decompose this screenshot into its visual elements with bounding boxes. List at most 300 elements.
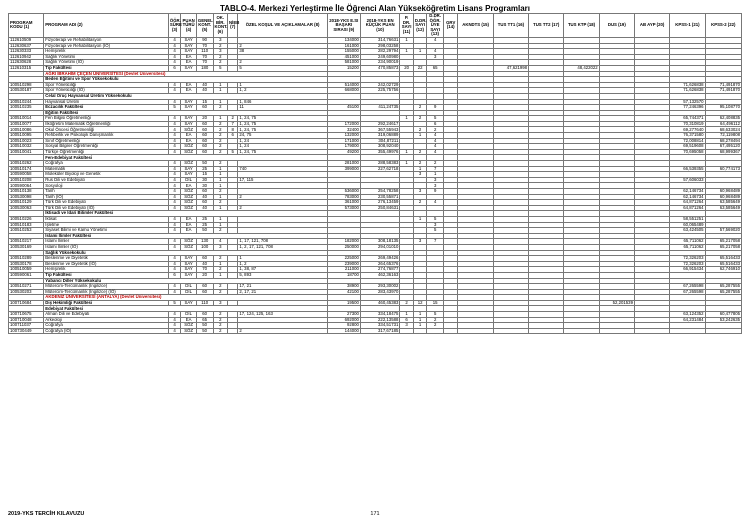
table-cell: 3 — [413, 172, 426, 178]
table-cell: 692000 — [327, 317, 360, 323]
table-cell: 2 — [213, 149, 228, 155]
table-cell: 308,92040 — [360, 144, 399, 150]
table-cell: 100710684 — [9, 300, 44, 306]
table-cell: 60,968489 — [705, 189, 741, 195]
table-cell: 2 — [213, 133, 228, 139]
table-cell: 249,60980 — [360, 54, 399, 60]
table-cell: 304,87211 — [360, 138, 399, 144]
faculty-name: Eğitim Fakültesi — [44, 110, 327, 116]
table-cell: 27300 — [327, 312, 360, 318]
faculty-name: Sağlık Yüksekokulu — [44, 250, 327, 256]
table-cell: 3 — [427, 222, 444, 228]
table-cell: 63,585649 — [705, 200, 741, 206]
table-cell: 50 — [196, 161, 213, 167]
table-cell: 355,49976 — [360, 149, 399, 155]
table-cell: 100510262 — [9, 161, 44, 167]
table-cell: 581000 — [327, 60, 360, 66]
table-cell: 2 — [213, 317, 228, 323]
table-cell: SAY — [181, 300, 197, 306]
table-cell — [458, 328, 493, 334]
table-cell: 100530063 — [9, 205, 44, 211]
table-cell: 62,746910 — [705, 267, 741, 273]
table-cell: 40 — [196, 205, 213, 211]
table-cell: 12 — [413, 300, 426, 306]
table-cell: 100510138 — [9, 189, 44, 195]
table-cell: 60,774173 — [705, 166, 741, 172]
table-cell: Rus Dili ve Edebiyatı — [44, 177, 169, 183]
table-cell: 71,491870 — [705, 88, 741, 94]
table-cell: 112610942 — [9, 54, 44, 60]
table-cell: 2 — [213, 256, 228, 262]
table-cell: 2 — [400, 300, 413, 306]
table-cell: 4 — [168, 138, 180, 144]
table-cell: Fen Bilgisi Öğretmenliği — [44, 116, 169, 122]
table-cell: 4 — [168, 244, 180, 250]
table-cell: 65,516433 — [705, 256, 741, 262]
table-cell: 1, 24 — [238, 144, 327, 150]
table-cell: 4 — [168, 177, 180, 183]
table-cell: 100510271 — [9, 284, 44, 290]
table-cell: 132000 — [327, 133, 360, 139]
column-header: KPSS-1 (21) — [670, 14, 705, 38]
table-cell: 281000 — [327, 161, 360, 167]
table-cell: EA — [181, 60, 197, 66]
table-cell: 57,569020 — [705, 228, 741, 234]
table-cell: SÖZ — [181, 239, 197, 245]
table-cell: 4 — [168, 172, 180, 178]
table-cell: EA — [181, 317, 197, 323]
table-cell: 317,67185 — [360, 328, 399, 334]
table-cell: 92800 — [327, 323, 360, 329]
table-cell: 60 — [196, 284, 213, 290]
table-cell: Beslenme ve Diyetetik — [44, 256, 169, 262]
table-cell: 1 — [400, 116, 413, 122]
table-cell: EA — [181, 88, 197, 94]
table-cell: 60 — [196, 312, 213, 318]
table-cell: 67,495120 — [705, 144, 741, 150]
table-cell: 60 — [196, 189, 213, 195]
table-cell: SÖZ — [181, 244, 197, 250]
table-cell: 63,424505 — [670, 228, 705, 234]
table-cell: 740 — [238, 166, 327, 172]
table-cell: 5 — [238, 65, 327, 71]
table-cell: EA — [181, 216, 197, 222]
table-cell: 52,201539 — [599, 300, 634, 306]
table-cell: 1 — [413, 312, 426, 318]
table-cell: 514000 — [327, 82, 360, 88]
table-cell: 4 — [168, 43, 180, 49]
table-cell: 100590058 — [9, 172, 44, 178]
faculty-name: Beden Eğitimi ve Spor Yüksekokulu — [44, 77, 327, 83]
table-cell: Spor Yöneticiliği (İÖ) — [44, 88, 169, 94]
table-cell: 24, 75 — [238, 133, 327, 139]
university-name: AKDENİZ ÜNİVERSİTESİ (ANTALYA) (Devlet Üniversitesi) — [44, 295, 327, 301]
table-cell: 30 — [196, 177, 213, 183]
table-cell: 58,551251 — [670, 216, 705, 222]
table-cell: 1 — [213, 172, 228, 178]
column-header: 2018-YKS E.SI BAŞARI SIRASI (9) — [327, 14, 360, 38]
table-cell: 60 — [196, 138, 213, 144]
table-cell: 48,422022 — [564, 65, 599, 71]
table-cell: 2 — [413, 116, 426, 122]
table-cell: SAY — [181, 267, 197, 273]
table-cell: 4 — [168, 317, 180, 323]
table-cell: 1 — [238, 256, 327, 262]
column-header: GENEL KONT. (5) — [196, 14, 213, 38]
table-cell: 90 — [196, 37, 213, 43]
table-cell: 40 — [196, 194, 213, 200]
table-cell: Sağlık Yönetimi — [44, 54, 169, 60]
table-cell: SAY — [181, 272, 197, 278]
table-cell: 5 — [427, 116, 444, 122]
table-cell: 100710048 — [9, 317, 44, 323]
table-cell: 783000 — [327, 194, 360, 200]
table-cell: EA — [181, 82, 197, 88]
table-cell: 4 — [168, 149, 180, 155]
table-cell: 71,626838 — [670, 82, 705, 88]
table-cell: 4 — [168, 49, 180, 55]
table-cell: 462,36163 — [360, 272, 399, 278]
table-cell: 65,711062 — [670, 244, 705, 250]
table-cell: 2 — [413, 127, 426, 133]
table-cell: 234,90019 — [360, 60, 399, 66]
table-cell: 95,108770 — [705, 105, 741, 111]
table-cell: 42100 — [327, 289, 360, 295]
table-cell: 65,711062 — [670, 239, 705, 245]
table-cell: 76,371580 — [670, 133, 705, 139]
table-cell: 4 — [427, 133, 444, 139]
table-cell: 1 — [238, 82, 327, 88]
table-cell: 50 — [196, 228, 213, 234]
table-cell — [564, 328, 599, 334]
table-cell: 5 — [228, 149, 238, 155]
table-cell: 100510244 — [9, 99, 44, 105]
table-cell: 4 — [168, 99, 180, 105]
table-cell: 4 — [168, 144, 180, 150]
table-cell: Türkçe Öğretmenliği — [44, 149, 169, 155]
table-cell: 451000 — [327, 54, 360, 60]
table-cell: 68,278494 — [705, 138, 741, 144]
table-cell: 100710675 — [9, 312, 44, 318]
table-cell: 25 — [196, 166, 213, 172]
table-cell — [599, 328, 634, 334]
table-cell: 49200 — [327, 149, 360, 155]
table-cell: EA — [181, 228, 197, 234]
table-cell: Hemşirelik — [44, 267, 169, 273]
column-header: DUS (19) — [599, 14, 634, 38]
table-cell: EA — [181, 138, 197, 144]
table-cell: 3 — [413, 189, 426, 195]
table-cell: 6 — [168, 65, 180, 71]
table-cell: 25 — [196, 216, 213, 222]
table-cell: 100530203 — [9, 289, 44, 295]
table-cell: 100590064 — [9, 183, 44, 189]
table-cell: 4 — [168, 200, 180, 206]
table-cell: 2 — [213, 105, 228, 111]
table-cell: Alman Dili ve Edebiyatı — [44, 312, 169, 318]
table-cell: 65,744371 — [670, 116, 705, 122]
programs-table — [8, 13, 742, 334]
table-cell: 20 — [196, 116, 213, 122]
table-cell: 274,76877 — [360, 267, 399, 273]
table-cell: 399000 — [327, 166, 360, 172]
faculty-name: Celal Oruç Hayvansal Üretim Yüksekokulu — [44, 93, 327, 99]
table-cell: SÖZ — [181, 149, 197, 155]
table-cell: 2 — [213, 138, 228, 144]
table-cell: 112610315 — [9, 65, 44, 71]
table-cell: 53,242635 — [705, 317, 741, 323]
table-cell: 3 — [213, 49, 228, 55]
table-cell: 1 — [400, 49, 413, 55]
table-cell: 2 — [213, 54, 228, 60]
table-cell: 11 — [238, 105, 327, 111]
table-cell: 17, 115 — [238, 177, 327, 183]
table-cell: Coğrafya (İÖ) — [44, 328, 169, 334]
table-cell: 4 — [168, 228, 180, 234]
table-cell — [400, 328, 413, 334]
table-cell: 4 — [427, 37, 444, 43]
table-cell: 7 — [228, 121, 238, 127]
table-cell: 22 — [413, 65, 426, 71]
table-cell: Beslenme ve Diyetetik (İÖ) — [44, 261, 169, 267]
table-cell: Hayvansal Üretim — [44, 99, 169, 105]
table-cell: 62,146734 — [670, 194, 705, 200]
faculty-name: Edebiyat Fakültesi — [44, 306, 327, 312]
table-cell: 211000 — [327, 267, 360, 273]
table-cell: 288,58383 — [360, 161, 399, 167]
table-cell: 4 — [168, 82, 180, 88]
table-cell: 65,516433 — [705, 261, 741, 267]
table-cell: 1 — [213, 88, 228, 94]
table-cell: 171000 — [327, 138, 360, 144]
faculty-name: İslami İlimler Fakültesi — [44, 233, 327, 239]
table-cell: 100510208 — [9, 177, 44, 183]
table-cell: 68,633024 — [705, 127, 741, 133]
table-cell: 227,62718 — [360, 166, 399, 172]
table-cell: 334,18475 — [360, 312, 399, 318]
table-cell: SAY — [181, 65, 197, 71]
table-cell: 100510217 — [9, 239, 44, 245]
table-cell: 100510086 — [9, 127, 44, 133]
table-cell: SAY — [181, 49, 197, 55]
table-cell: 64,231484 — [670, 317, 705, 323]
table-cell: 4 — [168, 261, 180, 267]
table-cell: 182000 — [327, 239, 360, 245]
table-cell: 1, 38, 87 — [238, 267, 327, 273]
table-cell: 110 — [196, 49, 213, 55]
table-cell — [427, 328, 444, 334]
table-cell: 69,277640 — [670, 127, 705, 133]
table-cell: SAY — [181, 43, 197, 49]
table-cell: 4 — [168, 256, 180, 262]
column-header: GRV (14) — [443, 14, 458, 38]
table-cell: 45100 — [327, 105, 360, 111]
table-cell: 4 — [168, 166, 180, 172]
table-cell: 1, 24, 75 — [238, 127, 327, 133]
table-cell: 4 — [168, 183, 180, 189]
faculty-name: Fen-Edebiyat Fakültesi — [44, 155, 327, 161]
table-cell: 100510041 — [9, 149, 44, 155]
table-cell: 62,408835 — [705, 116, 741, 122]
table-header — [9, 14, 742, 38]
table-cell: 1, 17, 121, 708 — [238, 239, 327, 245]
table-cell: 70 — [196, 43, 213, 49]
table-cell: 15 — [196, 99, 213, 105]
table-cell: 19500 — [327, 300, 360, 306]
table-cell: SÖZ — [181, 328, 197, 334]
table-cell: 2 — [213, 43, 228, 49]
table-cell: 100510023 — [9, 138, 44, 144]
table-cell: 5 — [168, 105, 180, 111]
table-cell: 1 — [413, 216, 426, 222]
column-header: TUS KTP (18) — [564, 14, 599, 38]
table-cell: 5 — [427, 216, 444, 222]
table-cell: SÖZ — [181, 127, 197, 133]
table-cell: 292,24617 — [360, 121, 399, 127]
table-cell: 65,287555 — [705, 284, 741, 290]
table-cell: 100530098 — [9, 194, 44, 200]
table-cell: 4 — [168, 323, 180, 329]
table-cell: 64,871264 — [670, 200, 705, 206]
faculty-name: İktisadi ve İdari Bilimler Fakültesi — [44, 211, 327, 217]
table-cell: 225000 — [327, 256, 360, 262]
column-header: NİEB (7) — [228, 14, 238, 38]
table-cell: 367,55943 — [360, 127, 399, 133]
table-cell: 2 — [238, 205, 327, 211]
table-cell — [443, 328, 458, 334]
table-cell: SAY — [181, 105, 197, 111]
table-cell: 100510235 — [9, 105, 44, 111]
table-cell: 67,265598 — [670, 284, 705, 290]
table-cell: 3 — [213, 37, 228, 43]
table-cell: 1 — [400, 149, 413, 155]
table-cell: 2 — [213, 284, 228, 290]
table-cell: 1 — [400, 37, 413, 43]
table-cell: 1 — [413, 49, 426, 55]
table-cell: DİL — [181, 289, 197, 295]
table-cell: Sosyoloji — [44, 183, 169, 189]
table-cell: 71,491870 — [705, 82, 741, 88]
table-cell: 69,519608 — [670, 144, 705, 150]
table-cell: 3 — [413, 239, 426, 245]
table-cell: 1 — [413, 133, 426, 139]
table-cell: 100510059 — [9, 267, 44, 273]
table-cell: 2 — [238, 43, 327, 49]
table-cell: 68,999367 — [705, 149, 741, 155]
table-cell — [228, 328, 238, 334]
table-cell: 60 — [196, 149, 213, 155]
table-cell: 6 — [427, 121, 444, 127]
table-cell: 4 — [168, 328, 180, 334]
table-cell: 4 — [168, 312, 180, 318]
table-cell: 112630628 — [9, 60, 44, 66]
table-row — [9, 328, 742, 334]
table-cell: 50 — [196, 328, 213, 334]
table-cell: 4 — [168, 239, 180, 245]
table-cell: 314,76631 — [360, 37, 399, 43]
table-cell: SAY — [181, 116, 197, 122]
table-cell: 4 — [168, 37, 180, 43]
table-cell: SAY — [181, 37, 197, 43]
column-header: P. DR. SAYI (11) — [400, 14, 413, 38]
table-cell: 100 — [196, 244, 213, 250]
table-cell: 2 — [427, 161, 444, 167]
table-cell: 3 — [213, 244, 228, 250]
table-cell: 179000 — [327, 144, 360, 150]
table-cell: Siyaset Bilimi ve Kamu Yönetimi — [44, 228, 169, 234]
table-cell: 2 — [413, 161, 426, 167]
table-cell: 20 — [196, 272, 213, 278]
table-cell: 242,02729 — [360, 82, 399, 88]
table-cell: 411,24735 — [360, 105, 399, 111]
table-cell: Sosyal Bilgiler Öğretmenliği — [44, 144, 169, 150]
table-cell: 77,246396 — [670, 105, 705, 111]
table-cell: 15 — [196, 172, 213, 178]
table-cell: Tıp Fakültesi — [44, 272, 169, 278]
table-cell: 60 — [196, 121, 213, 127]
table-cell: SAY — [181, 172, 197, 178]
table-cell: 2 — [213, 289, 228, 295]
table-cell: 2 — [213, 144, 228, 150]
table-cell: 668000 — [327, 88, 360, 94]
table-cell: Diş Hekimliği Fakültesi — [44, 300, 169, 306]
table-cell: 144000 — [327, 328, 360, 334]
table-cell — [493, 328, 528, 334]
table-cell: 67,265598 — [670, 289, 705, 295]
table-cell: 9 — [427, 189, 444, 195]
table-cell: 2 — [213, 267, 228, 273]
faculty-name: Yabancı Diller Yüksekokulu — [44, 278, 327, 284]
column-header: ÖZEL KOŞUL VE AÇIKLAMALAR (8) — [238, 14, 327, 38]
table-cell: 1 — [213, 222, 228, 228]
table-cell: 32400 — [327, 127, 360, 133]
table-cell: 2 — [213, 121, 228, 127]
table-cell: 1 — [413, 317, 426, 323]
table-cell: 3 — [427, 177, 444, 183]
table-cell: Sınıf Öğretmenliği — [44, 138, 169, 144]
table-cell: 4 — [168, 133, 180, 139]
table-cell: 1 — [400, 161, 413, 167]
table-cell: 1 — [213, 82, 228, 88]
table-cell: Matematik — [44, 166, 169, 172]
table-cell: 4 — [168, 194, 180, 200]
table-cell: 134000 — [327, 37, 360, 43]
table-cell: 470,85873 — [360, 65, 399, 71]
page-title: TABLO-4. Merkezi Yerleştirme İle Öğrenci Alan Yükseköğretim Lisans Programları — [219, 4, 531, 13]
table-cell: 63,124352 — [670, 312, 705, 318]
table-cell: 2 — [213, 189, 228, 195]
table-cell: 47,621998 — [493, 65, 528, 71]
table-cell: 4 — [427, 49, 444, 55]
table-cell: 172000 — [327, 121, 360, 127]
table-cell: 17, 124, 125, 163 — [238, 312, 327, 318]
table-cell: 250000 — [327, 244, 360, 250]
table-cell: 3 — [427, 183, 444, 189]
table-cell: 60 — [196, 256, 213, 262]
table-cell: 57,606033 — [670, 177, 705, 183]
column-header: PROGRAM KODU (1) — [9, 14, 44, 38]
table-cell: Tıp Fakültesi — [44, 65, 169, 71]
table-cell: 100510226 — [9, 216, 44, 222]
table-cell: 60 — [196, 127, 213, 133]
table-cell: 4 — [168, 88, 180, 94]
table-cell: Fizyoterapi ve Rehabilitasyon (İÖ) — [44, 43, 169, 49]
table-cell: Spor Yöneticiliği — [44, 82, 169, 88]
table-cell: 6 — [400, 317, 413, 323]
table-cell: 100510253 — [9, 228, 44, 234]
table-cell: Okul Öncesi Öğretmenliği — [44, 127, 169, 133]
table-cell: 298,03258 — [360, 43, 399, 49]
